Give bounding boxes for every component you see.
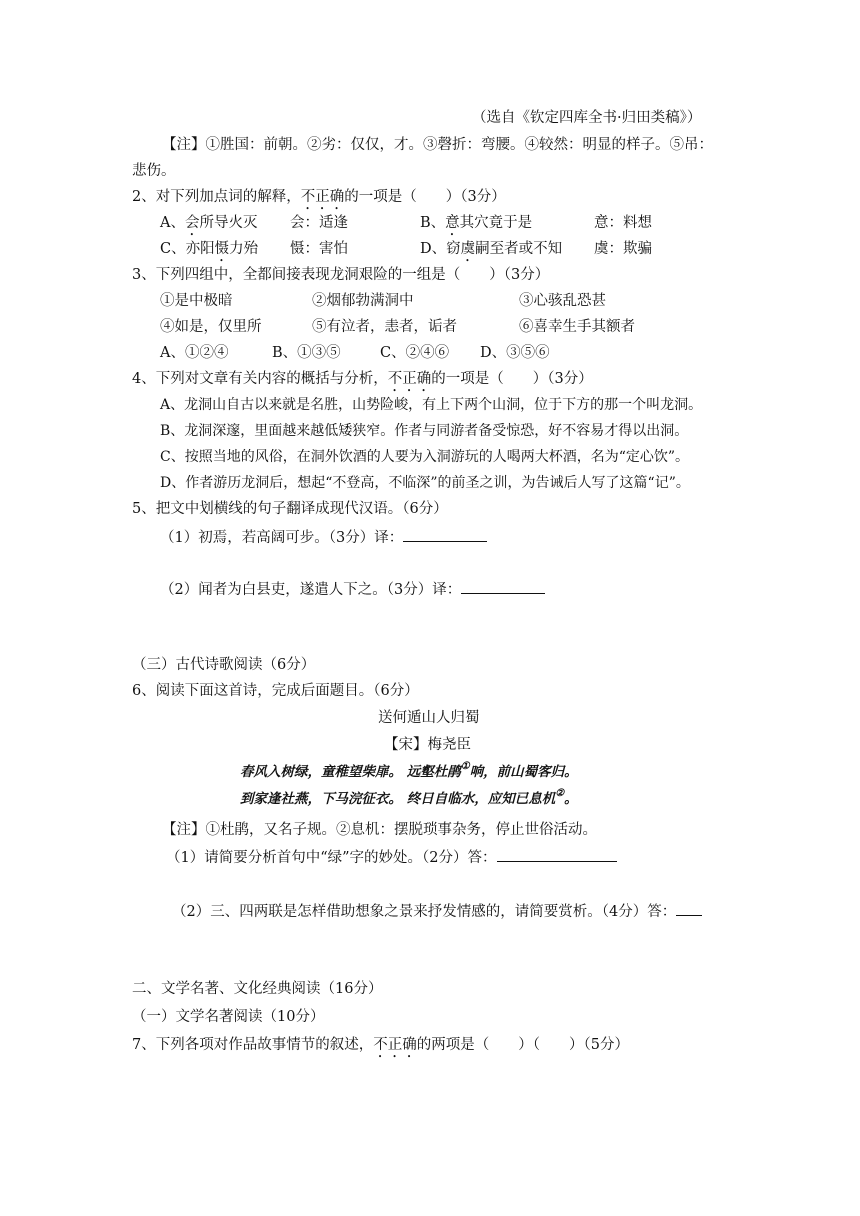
poem-title: 送何遁山人归蜀 [378, 710, 480, 726]
q3-choice: A、①②④ [160, 345, 229, 361]
q4-option-a: A、龙洞山自古以来就是名胜，山势险峻，有上下两个山洞，位于下方的那一个叫龙洞。 [160, 397, 703, 413]
q5-sentence-2: （2）闻者为白县吏，遂遣人下之。（3分）译： [160, 579, 545, 600]
poem-note: 【注】①杜鹃，又名子规。②息机：摆脱琐事杂务，停止世俗活动。 [162, 822, 597, 838]
q3-item: ③心骇乱恐甚 [519, 293, 606, 309]
subsection-heading: （一）文学名著阅读（10分） [132, 1009, 325, 1025]
poem-author: 【宋】梅尧臣 [384, 737, 471, 753]
answer-blank[interactable] [676, 901, 702, 916]
q2-stem: 2、对下列加点词的解释，不正确的一项是（ ）（3分） [132, 189, 506, 205]
q4-option-b: B、龙洞深邃，里面越来越低矮狭窄。作者与同游者备受惊恐，好不容易才得以出洞。 [160, 423, 689, 439]
q5-sentence-1: （1）初焉，若高阔可步。（3分）译： [160, 527, 487, 548]
section-3-heading: （三）古代诗歌阅读（6分） [132, 657, 316, 673]
q3-choice: C、②④⑥ [380, 345, 450, 361]
q2-option-a-explanation: 会：适逢 [290, 215, 348, 231]
poem-line-1: 春风入树绿，童稚望柴扉。 远壑杜鹃①响，前山蜀客归。 [240, 761, 578, 780]
q3-choice: D、③⑤⑥ [480, 345, 550, 361]
q4-option-c: C、按照当地的风俗，在洞外饮酒的人要为入洞游玩的人喝两大杯酒，名为“定心饮”。 [160, 449, 690, 465]
answer-blank[interactable] [403, 527, 487, 542]
q2-option-a: A、会所导火灭 [160, 215, 258, 231]
q2-option-d: D、窃虞嗣至者或不知 [420, 241, 563, 257]
q4-option-d: D、作者游历龙洞后，想起“不登高，不临深”的前圣之训，为告诫后人写了这篇“记”。 [160, 475, 690, 491]
q2-option-c: C、亦阳慑力殆 [160, 241, 259, 257]
q3-item: ②烟郁勃满洞中 [312, 293, 414, 309]
q3-choice: B、①③⑤ [272, 345, 341, 361]
q6-sub-2: （2）三、四两联是怎样借助想象之景来抒发情感的，请简要赏析。（4分）答： [172, 901, 702, 922]
q2-option-d-explanation: 虞：欺骗 [594, 241, 652, 257]
q2-option-b-explanation: 意：料想 [594, 215, 652, 231]
answer-blank[interactable] [461, 579, 545, 594]
answer-blank[interactable] [497, 847, 617, 862]
q7-stem: 7、下列各项对作品故事情节的叙述，不正确的两项是（ ）（ ）（5分） [132, 1037, 629, 1053]
q3-item: ⑤有泣者，恚者，诟者 [312, 319, 457, 335]
q2-option-b: B、意其穴竟于是 [420, 215, 533, 231]
source-citation: （选自《钦定四库全书·归田类稿》） [472, 110, 702, 126]
q6-stem: 6、阅读下面这首诗，完成后面题目。（6分） [132, 683, 419, 699]
poem-line-2: 到家逢社燕，下马浣征衣。 终日自临水，应知已息机②。 [240, 788, 578, 807]
q6-sub-1: （1）请简要分析首句中“绿”字的妙处。（2分）答： [166, 847, 617, 868]
q3-item: ①是中极暗 [160, 293, 233, 309]
q5-stem: 5、把文中划横线的句子翻译成现代汉语。（6分） [132, 501, 448, 517]
note-line-2: 悲伤。 [132, 163, 176, 179]
q2-option-c-explanation: 慑：害怕 [290, 241, 348, 257]
q4-stem: 4、下列对文章有关内容的概括与分析，不正确的一项是（ ）（3分） [132, 371, 593, 387]
section-2-heading: 二、文学名著、文化经典阅读（16分） [132, 981, 383, 997]
q3-item: ⑥喜幸生手其额者 [519, 319, 635, 335]
q3-item: ④如是，仅里所 [160, 319, 262, 335]
note-line-1: 【注】①胜国：前朝。②劣：仅仅，才。③磬折：弯腰。④较然：明显的样子。⑤吊： [162, 137, 713, 153]
q3-stem: 3、下列四组中，全都间接表现龙洞艰险的一组是（ ）（3分） [132, 267, 550, 283]
